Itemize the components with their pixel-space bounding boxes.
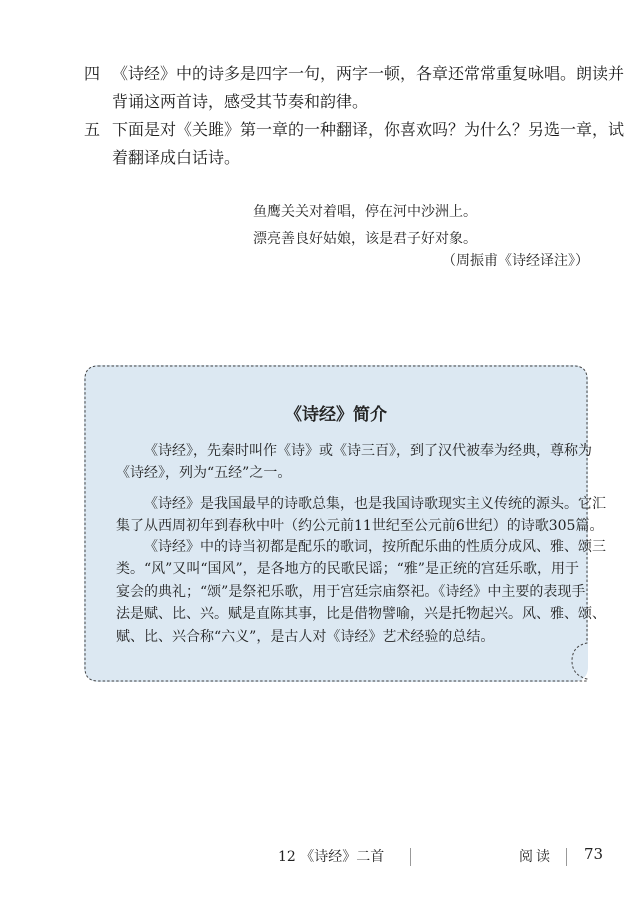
intro-title: 《诗经》简介 xyxy=(285,405,387,425)
poem-source: （周振甫《诗经译注》） xyxy=(442,253,589,269)
intro-line: 《诗经》是我国最早的诗歌总集，也是我国诗歌现实主义传统的源头。它汇 xyxy=(144,496,606,512)
exercise-number: 四 xyxy=(84,64,101,83)
footer-lesson: 12 《诗经》二首 xyxy=(278,849,385,865)
exercise-number: 五 xyxy=(84,120,101,139)
intro-paragraph xyxy=(116,493,606,538)
footer-divider xyxy=(566,848,567,866)
page-number: 73 xyxy=(584,845,604,863)
exercise-text-line: 背诵这两首诗，感受其节奏和韵律。 xyxy=(112,92,369,111)
intro-line: 宴会的典礼；“颂”是祭祀乐歌，用于宫廷宗庙祭祀。《诗经》中主要的表现手 xyxy=(116,583,586,600)
poem-line: 漂亮善良好姑娘，该是君子好对象。 xyxy=(253,231,477,247)
intro-line: 类。“风”又叫“国风”，是各地方的民歌民谣；“雅”是正统的宫廷乐歌，用于 xyxy=(116,561,579,578)
footer-divider xyxy=(410,848,411,866)
intro-paragraph xyxy=(116,536,606,648)
intro-paragraph xyxy=(116,440,592,485)
intro-line: 集了从西周初年到春秋中叶（约公元前11世纪至公元前6世纪）的诗歌305篇。 xyxy=(116,518,604,535)
exercise-text-line: 下面是对《关雎》第一章的一种翻译，你喜欢吗？为什么？另选一章，试 xyxy=(112,120,625,139)
intro-line: 《诗经》，先秦时叫作《诗》或《诗三百》，到了汉代被奉为经典，尊称为 xyxy=(144,443,592,459)
intro-line: 法是赋、比、兴。赋是直陈其事，比是借物譬喻，兴是托物起兴。风、雅、颂、 xyxy=(116,606,606,623)
footer-section: 阅读 xyxy=(519,849,553,865)
exercise-text-line: 着翻译成白话诗。 xyxy=(112,148,241,167)
intro-line: 《诗经》中的诗当初都是配乐的歌词，按所配乐曲的性质分成风、雅、颂三 xyxy=(144,539,606,555)
intro-line: 《诗经》，列为“五经”之一。 xyxy=(116,465,292,482)
exercise-text-line: 《诗经》中的诗多是四字一句，两字一顿，各章还常常重复咏唱。朗读并 xyxy=(112,64,625,83)
intro-line: 赋、比、兴合称“六义”，是古人对《诗经》艺术经验的总结。 xyxy=(116,628,495,645)
poem-line: 鱼鹰关关对着唱，停在河中沙洲上。 xyxy=(253,204,477,220)
